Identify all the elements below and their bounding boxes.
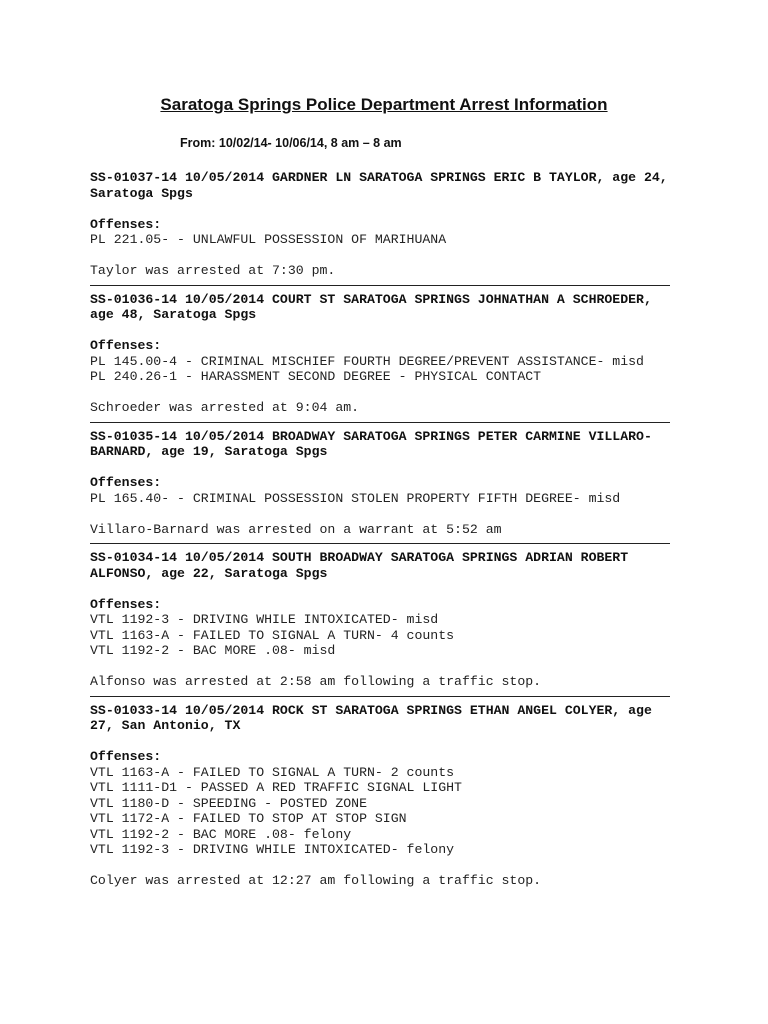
arrest-record (90, 292, 680, 416)
arrest-record (90, 703, 680, 889)
offense-line: VTL 1192-3 - DRIVING WHILE INTOXICATED- misd (90, 612, 439, 627)
arrest-note: Villaro-Barnard was arrested on a warrant at 5:52 am (90, 521, 502, 537)
offense-line: PL 165.40- - CRIMINAL POSSESSION STOLEN PROPERTY FIFTH DEGREE- misd (90, 490, 621, 506)
offenses-label: Offenses: (90, 749, 162, 764)
record-header: SS-01037-14 10/05/2014 GARDNER LN SARATOGA SPRINGS ERIC B TAYLOR, age 24, Saratoga Spgs (90, 170, 668, 201)
arrest-record (90, 550, 680, 690)
offenses-label: Offenses: (90, 475, 162, 490)
offenses-label: Offenses: (90, 596, 162, 612)
arrest-note: Alfonso was arrested at 2:58 am following a traffic stop. (90, 674, 542, 689)
record-divider (90, 543, 670, 544)
arrest-records (90, 170, 680, 889)
page-title: Saratoga Springs Police Department Arrest Information (160, 95, 608, 114)
offense-line: VTL 1180-D - SPEEDING - POSTED ZONE (90, 795, 367, 811)
record-divider (90, 285, 670, 286)
offense-line: PL 145.00-4 - CRIMINAL MISCHIEF FOURTH DEGREE/PREVENT ASSISTANCE- misd (90, 353, 644, 369)
record-header: SS-01036-14 10/05/2014 COURT ST SARATOGA SPRINGS JOHNATHAN A SCHROEDER, age 48, Saratoga Spgs (90, 291, 652, 322)
offense-line: VTL 1111-D1 - PASSED A RED TRAFFIC SIGNAL LIGHT (90, 780, 462, 795)
arrest-note: Taylor was arrested at 7:30 pm. (90, 263, 336, 278)
offense-line: PL 221.05- - UNLAWFUL POSSESSION OF MARIHUANA (90, 232, 447, 247)
record-header: SS-01034-14 10/05/2014 SOUTH BROADWAY SARATOGA SPRINGS ADRIAN ROBERT ALFONSO, age 22, Saratoga Spgs (90, 550, 629, 581)
offense-line: PL 240.26-1 - HARASSMENT SECOND DEGREE - PHYSICAL CONTACT (90, 369, 542, 384)
record-header: SS-01035-14 10/05/2014 BROADWAY SARATOGA SPRINGS PETER CARMINE VILLARO-BARNARD, age 19, Saratoga Spgs (90, 428, 652, 459)
arrest-note: Schroeder was arrested at 9:04 am. (90, 400, 360, 415)
offense-line: VTL 1192-2 - BAC MORE .08- misd (90, 643, 336, 658)
record-divider (90, 422, 670, 423)
arrest-record (90, 429, 680, 538)
offense-line: VTL 1163-A - FAILED TO SIGNAL A TURN- 4 counts (90, 627, 455, 643)
arrest-record (90, 170, 680, 279)
offenses-label: Offenses: (90, 216, 162, 232)
record-divider (90, 696, 670, 697)
offenses-label: Offenses: (90, 338, 162, 353)
offense-line: VTL 1192-2 - BAC MORE .08- felony (90, 826, 352, 842)
arrest-note: Colyer was arrested at 12:27 am following a traffic stop. (90, 873, 542, 888)
offense-line: VTL 1163-A - FAILED TO SIGNAL A TURN- 2 counts (90, 764, 455, 780)
date-range-subtitle: From: 10/02/14- 10/06/14, 8 am – 8 am (180, 136, 402, 150)
record-header: SS-01033-14 10/05/2014 ROCK ST SARATOGA SPRINGS ETHAN ANGEL COLYER, age 27, San Antonio, TX (90, 702, 652, 733)
offense-line: VTL 1172-A - FAILED TO STOP AT STOP SIGN (90, 811, 407, 826)
offense-line: VTL 1192-3 - DRIVING WHILE INTOXICATED- felony (90, 842, 455, 857)
